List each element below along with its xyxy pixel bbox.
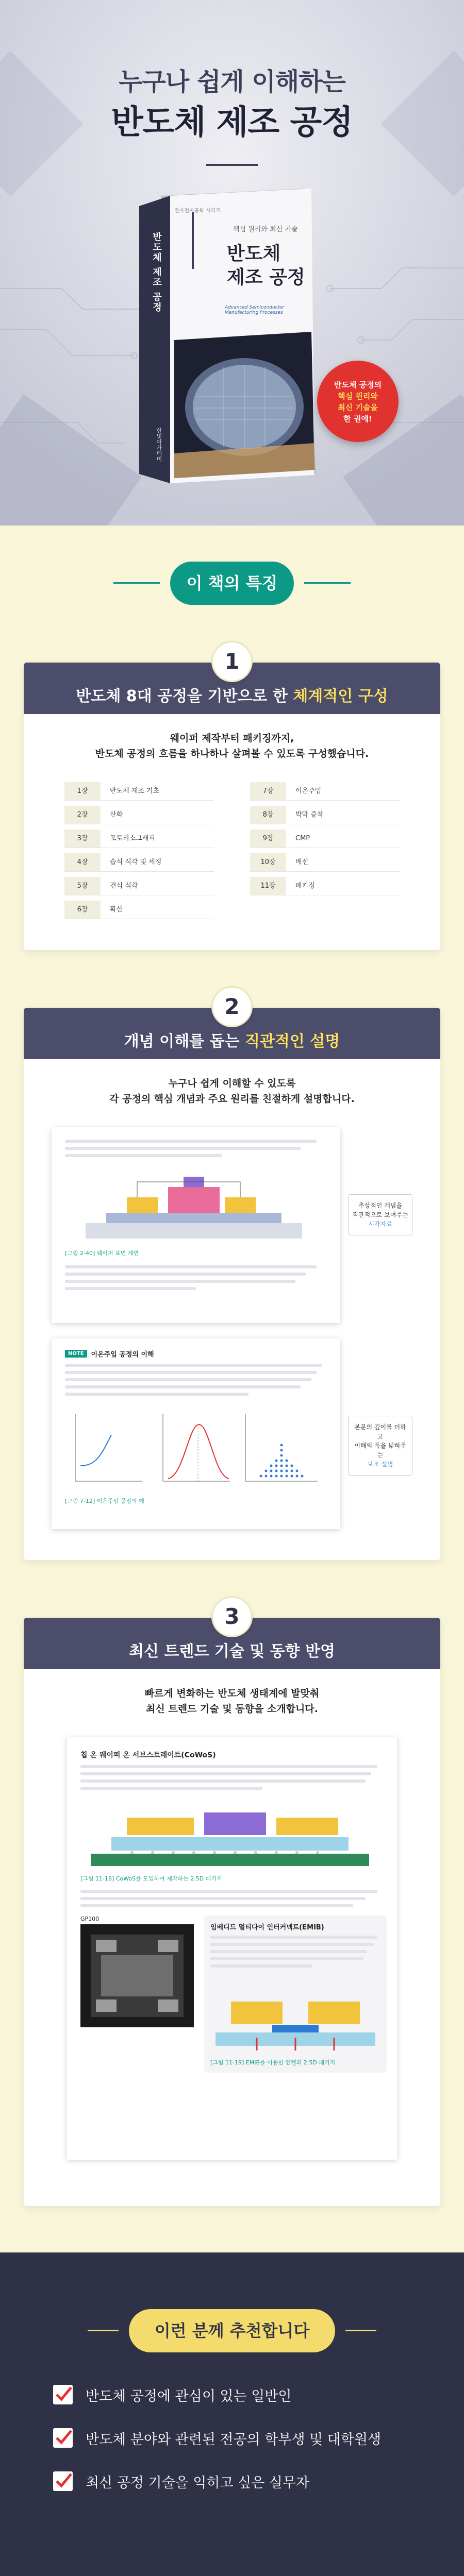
emib-figure: [210, 1976, 380, 2053]
toc-row: [64, 782, 214, 801]
chapter-number: 10장: [250, 853, 286, 871]
graph-caption: [그림 7-12] 이온주입 공정의 예: [65, 1498, 144, 1504]
chapter-name: 배선: [295, 858, 309, 866]
divider-line: [345, 2330, 376, 2331]
chapter-number: 9장: [250, 829, 286, 848]
book-badge: [317, 361, 399, 442]
note-header: [65, 1349, 327, 1359]
callout-line: 시각자료: [368, 1221, 392, 1228]
callout-visual: [348, 1194, 412, 1235]
recommend-section: [0, 2252, 464, 2576]
book-series: 전자전자공학 시리즈: [174, 208, 221, 214]
heading-plain: 반도체 8대 공정을 기반으로 한: [76, 687, 293, 705]
book-spine-publisher: 한빛아카데미: [156, 428, 162, 462]
callout-note: [348, 1416, 412, 1476]
chapter-name: 건식 식각: [110, 882, 138, 890]
toc-row: [250, 782, 400, 801]
recommend-item-text: 최신 공정 기술을 익히고 싶은 실무자: [86, 2475, 310, 2491]
feature-number: 2: [211, 986, 253, 1027]
book-spine-title: 반도체 제조 공정: [151, 232, 162, 313]
checkbox-icon: [52, 2383, 74, 2406]
chapter-number: 7장: [250, 782, 286, 800]
chapter-name: 이온주입: [295, 787, 322, 795]
recommend-item: [52, 2383, 412, 2406]
divider-line: [304, 582, 351, 584]
features-heading: [113, 562, 351, 605]
badge-line: 반도체 공정의: [334, 380, 382, 389]
toc-row: [64, 877, 214, 895]
chapter-name: CMP: [295, 835, 310, 842]
recommend-heading: [88, 2309, 376, 2352]
callout-line: 본문의 깊이를 더하고: [354, 1423, 406, 1440]
chapter-number: 2장: [64, 806, 101, 824]
chapter-number: 4장: [64, 853, 101, 871]
chapter-name: 반도체 제조 기초: [110, 787, 160, 795]
recommend-item-text: 반도체 공정에 관심이 있는 일반인: [86, 2388, 292, 2404]
toc-row: [64, 829, 214, 848]
sample-page-figure: [52, 1127, 340, 1323]
figure-caption: [그림 2-40] 웨이퍼 표면 계면: [65, 1250, 139, 1257]
ion-implant-graphs: [65, 1404, 323, 1492]
desc-line: 각 공정의 핵심 개념과 주요 원리를 친절하게 설명합니다.: [109, 1093, 355, 1105]
toc-row: [64, 901, 214, 919]
toc-row: [250, 853, 400, 872]
desc-line: 최신 트렌드 기술 및 동향을 소개합니다.: [146, 1703, 318, 1715]
chapter-name: 포토리소그래피: [110, 835, 155, 842]
badge-line: 한 권에!: [343, 414, 372, 423]
desc-line: 누구나 쉽게 이해할 수 있도록: [168, 1078, 296, 1089]
features-section: [0, 526, 464, 2252]
feature-card: [24, 1008, 440, 1560]
heading-highlight: 체계적인 구성: [293, 687, 388, 705]
note-label: NOTE: [65, 1350, 87, 1358]
title-underline: [206, 164, 258, 166]
book-title-line2: 제조 공정: [227, 267, 305, 288]
chapter-name: 습식 식각 및 세정: [110, 858, 162, 866]
toc-row: [250, 877, 400, 895]
recommend-item: [52, 2427, 412, 2449]
toc-row: [64, 806, 214, 824]
chapter-number: 3장: [64, 829, 101, 848]
feature-description: [24, 1059, 440, 1107]
features-title: 이 책의 특징: [170, 562, 294, 605]
sample-page-trend: [67, 1737, 397, 2160]
recommend-list: [52, 2383, 412, 2493]
desc-line: 반도체 공정의 흐름을 하나하나 살펴볼 수 있도록 구성했습니다.: [95, 748, 369, 759]
feature-card: [24, 1618, 440, 2206]
checkbox-icon: [52, 2427, 74, 2449]
book-title-line1: 반도체: [227, 243, 281, 264]
sample-pages: [52, 1127, 412, 1534]
chip-label: GP100: [80, 1916, 100, 1922]
chapter-name: 박막 증착: [295, 811, 324, 819]
badge-line: 핵심 원리와: [338, 392, 378, 401]
chapter-number: 8장: [250, 806, 286, 824]
divider-line: [113, 582, 160, 584]
feature-description: [24, 1669, 440, 1717]
sample-pages: [52, 1737, 412, 2180]
badge-line: 최신 기술을: [338, 403, 378, 412]
chapter-number: 6장: [64, 901, 101, 919]
feature-card: [24, 663, 440, 950]
feature-number: 3: [211, 1596, 253, 1637]
feature-description: [24, 714, 440, 761]
toc-row: [64, 853, 214, 872]
callout-line: 직관적으로 보여주는: [352, 1211, 408, 1218]
chip-photo: [80, 1916, 194, 2073]
hero-section: [0, 0, 464, 526]
checkbox-icon: [52, 2470, 74, 2493]
recommend-item-text: 반도체 분야와 관련된 전공의 학부생 및 대학원생: [86, 2431, 382, 2448]
book-cover-3d: [109, 185, 357, 489]
feature-block-3: [0, 1596, 464, 2206]
toc-row: [250, 806, 400, 824]
emib-box: [204, 1916, 387, 2073]
recommend-title: 이런 분께 추천합니다: [129, 2309, 335, 2352]
gpu-chip-image: [80, 1924, 194, 2027]
toc-column-right: [250, 782, 400, 924]
feature-block-2: [0, 986, 464, 1560]
chapter-name: 확산: [110, 906, 123, 913]
box2-title: 임베디드 멀티다이 인터커넥트(EMIB): [210, 1924, 324, 1931]
chapter-name: 산화: [110, 811, 123, 819]
cowos-figure: [80, 1797, 379, 1869]
trend-lower-row: [80, 1916, 384, 2073]
callout-line: 보조 설명: [367, 1461, 393, 1468]
toc-row: [250, 829, 400, 848]
desc-line: 웨이퍼 제작부터 패키징까지,: [170, 733, 294, 744]
toc-column-left: [64, 782, 214, 924]
chapter-name: 패키징: [295, 882, 315, 890]
sample-page-note: [52, 1338, 340, 1529]
table-of-contents: [24, 761, 440, 950]
box1-title: 칩 온 웨이퍼 온 서브스트레이트(CoWoS): [80, 1751, 216, 1759]
desc-line: 빠르게 변화하는 반도체 생태계에 발맞춰: [144, 1688, 320, 1699]
chapter-number: 5장: [64, 877, 101, 895]
book-subtitle: Advanced Semiconductor Manufacturing Processes: [225, 305, 285, 315]
heading-plain: 최신 트렌드 기술 및 동향 반영: [129, 1642, 335, 1660]
divider-line: [88, 2330, 119, 2331]
wafer-interface-figure: [86, 1166, 302, 1244]
chapter-number: 1장: [64, 782, 101, 800]
note-title: 이온주입 공정의 이해: [91, 1351, 154, 1359]
hero-title-line1: 누구나 쉽게 이해하는: [119, 67, 345, 96]
callout-line: 이해의 폭을 넓혀주는: [354, 1442, 406, 1459]
chapter-number: 11장: [250, 877, 286, 895]
box1-caption: [그림 11-18] CoWoS를 도입하여 제작하는 2.5D 패키지: [80, 1875, 222, 1882]
book-tagline: 핵심 원리와 최신 기술: [233, 226, 298, 233]
heading-plain: 개념 이해를 돕는: [124, 1032, 245, 1050]
recommend-item: [52, 2470, 412, 2493]
feature-number: 1: [211, 641, 253, 682]
heading-highlight: 직관적인 설명: [244, 1032, 340, 1050]
hero-title-line2: 반도체 제조 공정: [111, 104, 353, 142]
callout-line: 추상적인 개념을: [358, 1202, 402, 1209]
feature-block-1: [0, 641, 464, 950]
box2-caption: [그림 11-19] EMIB를 이용한 인텔의 2.5D 패키지: [210, 2059, 336, 2066]
